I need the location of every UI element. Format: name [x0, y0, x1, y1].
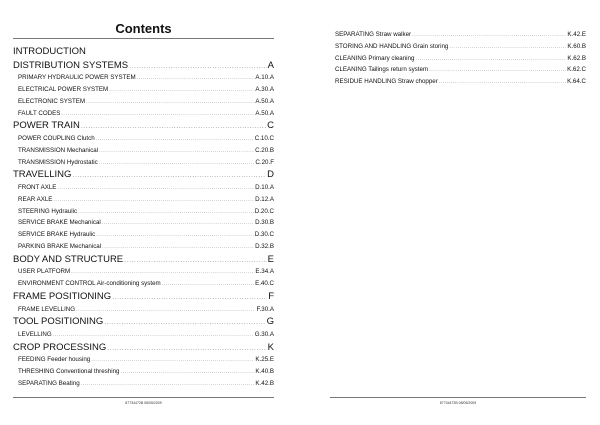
entry-label: DISTRIBUTION SYSTEMS: [13, 59, 129, 71]
title-divider: [13, 38, 274, 39]
dot-leader: [53, 330, 254, 341]
toc-section-entry[interactable]: [13, 119, 274, 133]
entry-reference: C: [267, 120, 274, 132]
dot-leader: [57, 183, 254, 194]
entry-label: CLEANING Primary cleaning: [335, 54, 415, 62]
toc-subsection-entry[interactable]: [13, 229, 274, 241]
entry-reference: E.34.A: [255, 268, 274, 276]
entry-reference: D.30.C: [254, 231, 274, 239]
toc-section-entry[interactable]: [13, 290, 274, 304]
toc-section-entry[interactable]: [13, 59, 274, 73]
toc-subsection-entry[interactable]: [330, 41, 586, 53]
dot-leader: [81, 379, 255, 390]
toc-subsection-entry[interactable]: [13, 206, 274, 218]
toc-subsection-entry[interactable]: [13, 133, 274, 145]
dot-leader: [99, 146, 254, 157]
toc-subsection-entry[interactable]: [13, 145, 274, 157]
entry-label: FEEDING Feeder housing: [18, 356, 91, 364]
entry-reference: A.50.A: [255, 97, 274, 105]
entry-reference: E.40.C: [255, 280, 274, 288]
entry-label: POWER TRAIN: [13, 120, 80, 132]
footer-divider: [13, 397, 274, 398]
entry-reference: K.42.E: [567, 31, 586, 38]
toc-subsection-entry[interactable]: [13, 96, 274, 108]
entry-label: RESIDUE HANDLING Straw chopper: [335, 78, 438, 86]
entry-label: TOOL POSITIONING: [13, 316, 104, 328]
toc-subsection-entry[interactable]: [13, 266, 274, 278]
entry-label: FRAME LEVELLING: [18, 305, 76, 313]
toc-subsection-entry[interactable]: [13, 304, 274, 316]
entry-label: THRESHING Conventional threshing: [18, 368, 120, 376]
entry-label: ENVIRONMENT CONTROL Air-conditioning system: [18, 280, 161, 288]
toc-list: [330, 29, 586, 88]
entry-label: FAULT CODES: [18, 109, 61, 117]
entry-reference: D.10.A: [255, 183, 274, 191]
page-title: Contents: [115, 21, 172, 36]
entry-label: SEPARATING Straw walker: [335, 31, 412, 38]
dot-leader: [104, 316, 265, 329]
entry-reference: F: [268, 290, 274, 302]
entry-label: STORING AND HANDLING Grain storing: [335, 42, 449, 50]
right-page: [330, 0, 586, 425]
entry-reference: C.10.C: [254, 134, 274, 142]
entry-label: ELECTRICAL POWER SYSTEM: [18, 85, 109, 93]
dot-leader: [162, 279, 254, 290]
entry-reference: D.32.B: [255, 242, 274, 250]
toc-section-entry[interactable]: [13, 45, 274, 59]
dot-leader: [72, 169, 266, 182]
entry-reference: C.20.F: [255, 158, 274, 166]
dot-leader: [129, 60, 267, 73]
toc-subsection-entry[interactable]: [13, 72, 274, 84]
dot-leader: [76, 305, 255, 316]
dot-leader: [137, 73, 255, 84]
dot-leader: [112, 291, 267, 304]
entry-reference: K.62.C: [567, 66, 586, 74]
entry-reference: K: [267, 341, 274, 353]
entry-label: TRANSMISSION Mechanical: [18, 146, 99, 154]
dot-leader: [124, 254, 267, 267]
page-footer: 87734472B 08/05/2009: [439, 401, 477, 405]
toc-subsection-entry[interactable]: [330, 64, 586, 76]
dot-leader: [86, 97, 254, 108]
toc-subsection-entry[interactable]: [330, 76, 586, 88]
entry-label: CLEANING Tailings return system: [335, 66, 429, 74]
entry-label: SEPARATING Beating: [18, 379, 80, 387]
toc-subsection-entry[interactable]: [330, 53, 586, 65]
entry-reference: G: [266, 316, 274, 328]
entry-label: FRAME POSITIONING: [13, 290, 112, 302]
toc-subsection-entry[interactable]: [13, 366, 274, 378]
entry-reference: K.62.B: [567, 54, 586, 62]
dot-leader: [71, 267, 254, 278]
entry-label: PRIMARY HYDRAULIC POWER SYSTEM: [18, 74, 136, 82]
toc-subsection-entry[interactable]: [330, 29, 586, 41]
entry-reference: A.10.A: [255, 74, 274, 82]
dot-leader: [99, 158, 255, 169]
toc-list: [13, 45, 274, 390]
dot-leader: [96, 230, 253, 241]
entry-label: POWER COUPLING Clutch: [18, 134, 95, 142]
entry-label: TRAVELLING: [13, 169, 72, 181]
dot-leader: [107, 342, 266, 355]
entry-label: SERVICE BRAKE Mechanical: [18, 219, 101, 227]
dot-leader: [91, 355, 254, 366]
dot-leader: [449, 42, 566, 53]
dot-leader: [429, 65, 566, 76]
entry-reference: F.30.A: [256, 305, 274, 313]
dot-leader: [96, 134, 254, 145]
toc-subsection-entry[interactable]: [13, 354, 274, 366]
toc-subsection-entry[interactable]: [13, 378, 274, 390]
entry-label: USER PLATFORM: [18, 268, 71, 276]
toc-section-entry[interactable]: [13, 341, 274, 355]
toc-subsection-entry[interactable]: [13, 182, 274, 194]
toc-section-entry[interactable]: [13, 315, 274, 329]
entry-label: INTRODUCTION: [13, 46, 86, 57]
page-footer: 87734472B 08/05/2009: [125, 401, 162, 405]
dot-leader: [415, 54, 566, 65]
entry-reference: K.40.B: [255, 368, 274, 376]
entry-reference: K.25.E: [255, 356, 274, 364]
dot-leader: [102, 242, 254, 253]
entry-label: ELECTRONIC SYSTEM: [18, 97, 86, 105]
entry-label: PARKING BRAKE Mechanical: [18, 242, 102, 250]
dot-leader: [412, 30, 566, 41]
toc-subsection-entry[interactable]: [13, 157, 274, 169]
entry-reference: D.12.A: [255, 195, 274, 203]
toc-subsection-entry[interactable]: [13, 278, 274, 290]
entry-reference: D.30.B: [255, 219, 274, 227]
entry-reference: G.30.A: [254, 330, 274, 338]
entry-label: REAR AXLE: [18, 195, 53, 203]
entry-label: BODY AND STRUCTURE: [13, 253, 124, 265]
dot-leader: [78, 207, 254, 218]
dot-leader: [109, 85, 254, 96]
dot-leader: [102, 218, 254, 229]
entry-label: LEVELLING: [18, 330, 52, 338]
left-page: [13, 0, 274, 425]
entry-reference: A: [267, 59, 274, 71]
entry-label: SERVICE BRAKE Hydraulic: [18, 231, 96, 239]
toc-section-entry[interactable]: [13, 168, 274, 182]
toc-subsection-entry[interactable]: [13, 84, 274, 96]
entry-label: FRONT AXLE: [18, 183, 57, 191]
entry-label: STEERING Hydraulic: [18, 207, 78, 215]
entry-label: TRANSMISSION Hydrostatic: [18, 158, 98, 166]
entry-reference: K.60.B: [567, 42, 586, 50]
toc-subsection-entry[interactable]: [13, 108, 274, 120]
dot-leader: [439, 77, 566, 88]
entry-reference: A.30.A: [255, 85, 274, 93]
entry-reference: D.20.C: [254, 207, 274, 215]
entry-reference: K.64.C: [567, 78, 586, 86]
entry-reference: A.50.A: [255, 109, 274, 117]
dot-leader: [120, 367, 254, 378]
toc-subsection-entry[interactable]: [13, 329, 274, 341]
footer-divider: [330, 397, 586, 398]
dot-leader: [53, 195, 254, 206]
toc-section-entry[interactable]: [13, 253, 274, 267]
entry-label: CROP PROCESSING: [13, 341, 107, 353]
entry-reference: E: [267, 253, 274, 265]
entry-reference: D: [267, 169, 274, 181]
dot-leader: [81, 120, 266, 133]
toc-subsection-entry[interactable]: [13, 194, 274, 206]
entry-reference: K.42.B: [255, 379, 274, 387]
entry-reference: C.20.B: [255, 146, 274, 154]
toc-subsection-entry[interactable]: [13, 241, 274, 253]
toc-subsection-entry[interactable]: [13, 217, 274, 229]
dot-leader: [61, 109, 254, 120]
